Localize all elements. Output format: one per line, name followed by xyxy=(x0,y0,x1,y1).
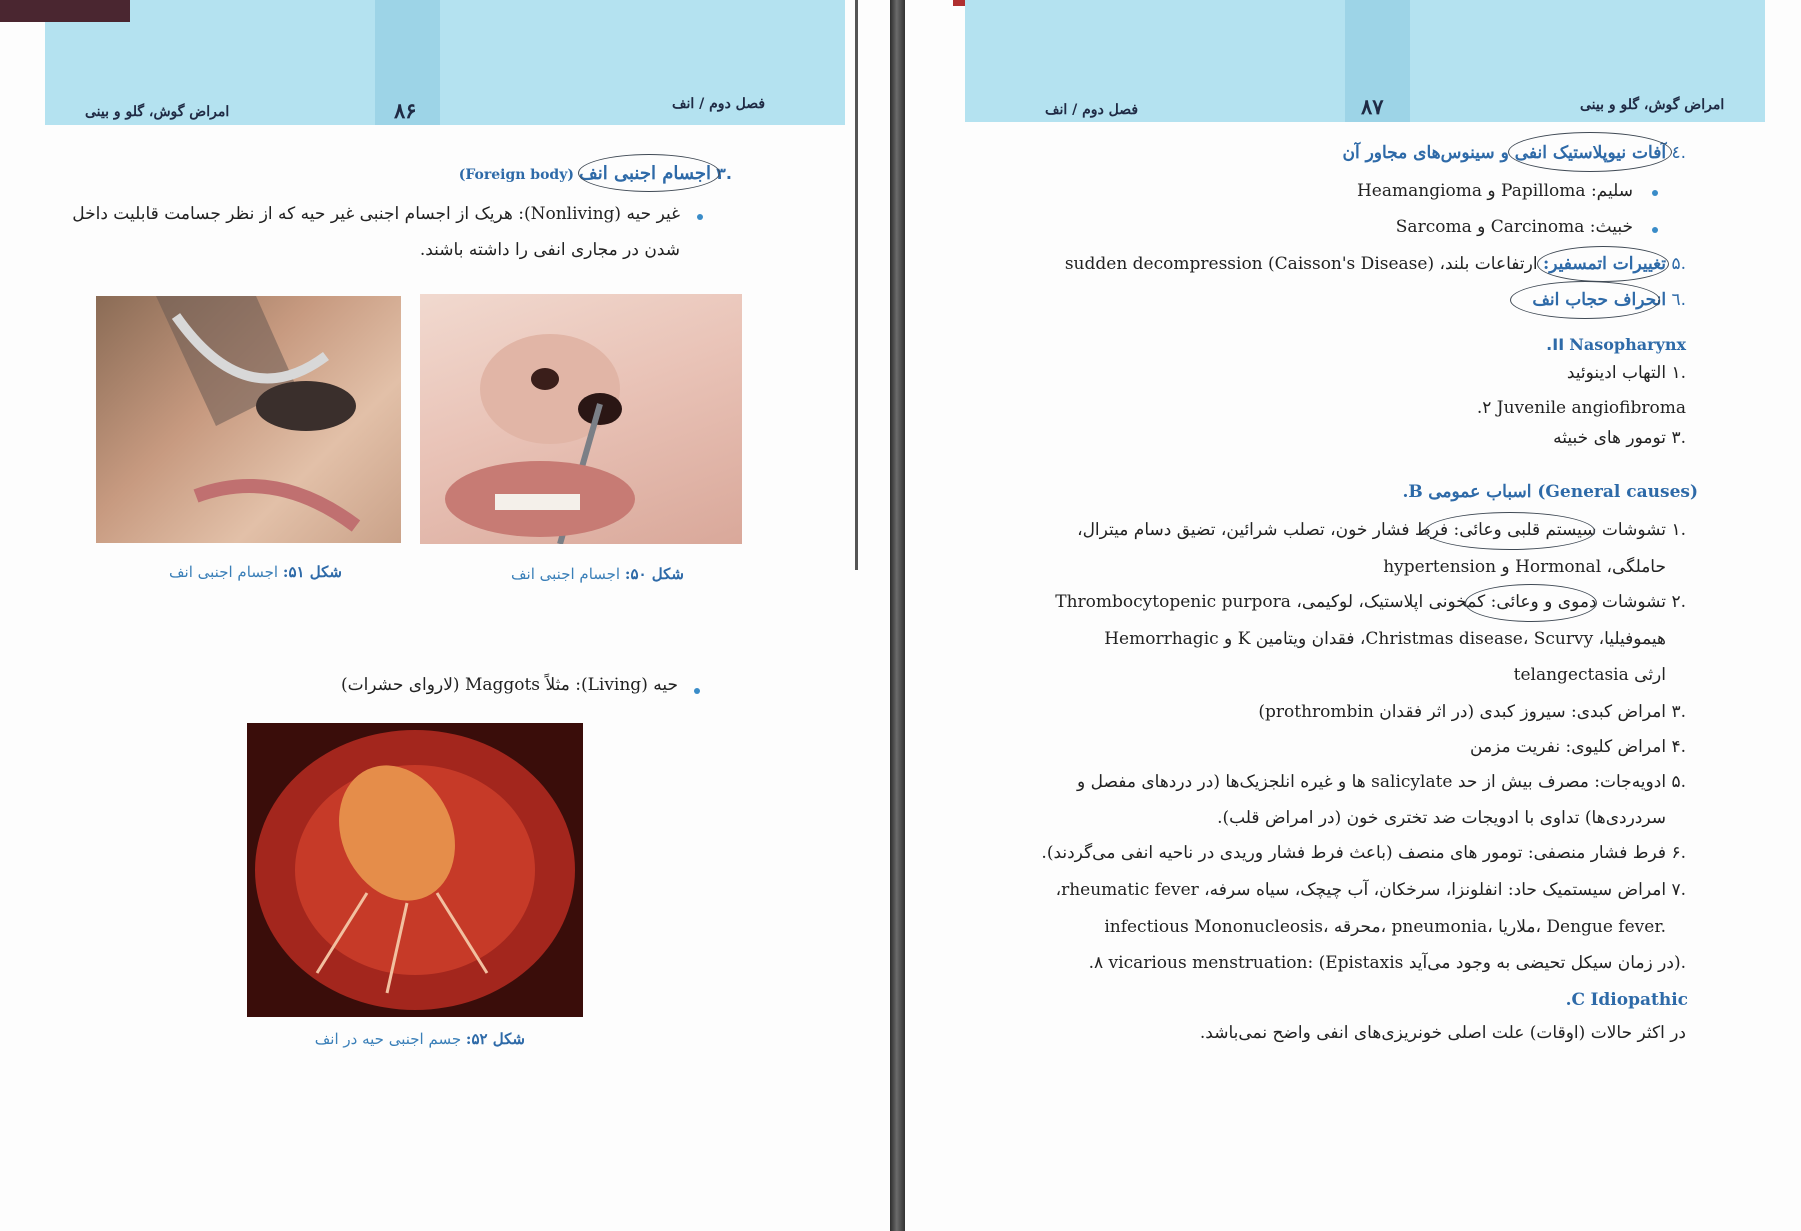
cause-text: امراض کلیوی: نفریت مزمن xyxy=(1470,737,1667,757)
cause-1-line-b: حاملگی، Hormonal و hypertension xyxy=(1383,557,1666,577)
general-causes-heading xyxy=(1403,482,1698,502)
bullet-living xyxy=(694,688,700,694)
item-number: .۲ xyxy=(1476,398,1492,418)
item6-title: انحراف حجاب انف xyxy=(1532,290,1667,310)
figure-52-caption xyxy=(315,1030,525,1048)
cause-text: تشوشات دموی و وعائی: کمخونی اپلاستیک، لوکیمی، Thrombocytopenic purpora xyxy=(1055,592,1667,612)
bullet-nonliving xyxy=(697,214,703,220)
nasopharynx-item-2 xyxy=(1477,398,1686,418)
figure-51-caption xyxy=(169,563,342,581)
item4-number: .٤ xyxy=(1671,143,1686,163)
foreign-body-photo-nose xyxy=(420,294,742,544)
item5-text: ارتفاعات بلند، sudden decompression (Caisson's Disease) xyxy=(1064,254,1538,274)
cause-text: امراض سیستمیک حاد: انفلونزا، سرخکان، آب چیچک، سیاه سرفه، rheumatic fever، xyxy=(1055,880,1667,900)
cause-4-line xyxy=(1470,737,1686,757)
cause-7-line-a xyxy=(1056,880,1686,900)
cause-text: امراض کبدی: سیروز کبدی (در اثر فقدان prothrombin) xyxy=(1258,702,1667,722)
nasopharynx-number: .II xyxy=(1546,335,1565,354)
figure-50-label: شکل ۵۰: xyxy=(624,565,684,583)
left-page-edge xyxy=(855,0,858,570)
general-causes-number: .B xyxy=(1402,482,1423,502)
left-corner-mark xyxy=(0,0,130,22)
maggot-endoscopy-photo xyxy=(247,723,583,1017)
cause-2-line-a xyxy=(1055,592,1686,612)
cause-number: .۵ xyxy=(1671,772,1686,792)
item-number: .۱ xyxy=(1671,363,1686,383)
left-page-number: ۸۶ xyxy=(394,98,417,123)
forceps-illustration xyxy=(96,296,401,543)
cause-number: .۷ xyxy=(1671,880,1686,900)
figure-52-label: شکل ۵۲: xyxy=(465,1030,525,1048)
bullet-benign xyxy=(1652,190,1658,196)
nose-illustration xyxy=(420,294,742,544)
foreign-body-photo-forceps xyxy=(96,296,401,543)
idiopathic-heading xyxy=(1566,990,1688,1010)
nonliving-line1: غیر حیه (Nonliving): هریک از اجسام اجنبی غیر حیه که از نظر جسامت قابلیت داخل xyxy=(72,204,680,224)
item5-line xyxy=(1065,254,1686,274)
cause-text: فرط فشار منصفی: تومور های منصف (باعث فرط فشار وریدی در ناحیه انفی می‌گردند). xyxy=(1041,843,1667,863)
cause-number: .۳ xyxy=(1671,702,1686,722)
nonliving-line2: شدن در مجاری انفی را داشته باشند. xyxy=(419,240,680,260)
item4-title: آفات نیوپلاستیک انفی و سینوس‌های مجاور آن xyxy=(1342,143,1667,163)
cause-text: ادویه‌جات: مصرف بیش از حد salicylate ها و غیره انلجزیک‌ها (در دردهای مفصل و xyxy=(1077,772,1667,792)
item5-number: .۵ xyxy=(1671,254,1686,274)
cause-number: .۸ xyxy=(1088,953,1104,973)
cause-2-line-b: هیموفیلیا، Christmas disease، Scurvy، فقدان ویتامین K و Hemorrhagic xyxy=(1104,629,1666,649)
cause-7-line-b: infectious Mononucleosis، محرقه، pneumonia، ملاریا، Dengue fever. xyxy=(1104,917,1666,937)
cause-5-line-a xyxy=(1077,772,1686,792)
figure-51-text: اجسام اجنبی انف xyxy=(169,563,279,581)
malignant-tumors-line: خبیث: Carcinoma و Sarcoma xyxy=(1395,217,1633,237)
right-page xyxy=(905,0,1801,1231)
cause-number: .۲ xyxy=(1671,592,1686,612)
general-causes-title: اسباب عمومی (General causes) xyxy=(1428,482,1698,502)
item5-title: تغییرات اتمسفیر: xyxy=(1542,254,1667,274)
cause-number: .۴ xyxy=(1671,737,1686,757)
item-number: .۳ xyxy=(1671,428,1686,448)
idiopathic-title: Idiopathic xyxy=(1590,990,1688,1010)
cause-2-line-c: telangectasia ارثی xyxy=(1513,665,1666,685)
figure-52-text: جسم اجنبی حیه در انف xyxy=(314,1030,462,1048)
figure-50-caption xyxy=(511,565,684,583)
nasopharynx-heading xyxy=(1546,335,1686,354)
right-book-title: امراض گوش، گلو و بینی xyxy=(1580,97,1725,113)
left-book-title: امراض گوش، گلو و بینی xyxy=(85,104,230,120)
cause-3-line xyxy=(1258,702,1686,722)
idiopathic-text: در اکثر حالات (اوقات) علت اصلی خونریزی‌های انفی واضح نمی‌باشد. xyxy=(1199,1023,1686,1043)
bullet-malignant xyxy=(1652,227,1658,233)
cause-text: تشوشات سیستم قلبی وعائی: فرط فشار خون، تصلب شرائین، تضیق دسام میترال، xyxy=(1077,520,1667,540)
benign-tumors-line: سلیم: Papilloma و Heamangioma xyxy=(1356,181,1633,201)
figure-51-label: شکل ۵۱: xyxy=(282,563,342,581)
item4-heading xyxy=(1342,143,1686,163)
section3-title: اجسام اجنبی انف xyxy=(579,163,712,184)
nasopharynx-item-1 xyxy=(1567,363,1686,383)
figure-50-text: اجسام اجنبی انف xyxy=(511,565,621,583)
item-text: تومور های خبیثه xyxy=(1553,428,1667,448)
living-line: حیه (Living): مثلاً Maggots (لاروای حشرات) xyxy=(340,675,678,695)
section3-heading xyxy=(459,163,732,184)
item-text: التهاب ادینوئید xyxy=(1566,363,1667,383)
nasopharynx-title: Nasopharynx xyxy=(1569,335,1686,354)
cause-5-line-b: سردردی‌ها) تداوی با ادویجات ضد تختری خون (در امراض قلب). xyxy=(1217,808,1666,828)
cause-8-line xyxy=(1089,953,1686,973)
maggot-illustration xyxy=(247,723,583,1017)
section3-title-en: (Foreign body) xyxy=(458,167,574,183)
cause-number: .۶ xyxy=(1671,843,1686,863)
cause-6-line xyxy=(1041,843,1686,863)
book-spine xyxy=(890,0,905,1231)
idiopathic-number: .C xyxy=(1565,990,1586,1010)
item6-line xyxy=(1532,290,1686,310)
left-page xyxy=(0,0,890,1231)
item6-number: .٦ xyxy=(1671,290,1686,310)
nasopharynx-item-3 xyxy=(1553,428,1686,448)
item-text: Juvenile angiofibroma xyxy=(1496,398,1686,418)
right-chapter-title: فصل دوم / انف xyxy=(1045,102,1139,118)
cause-1-line-a xyxy=(1077,520,1686,540)
left-chapter-title: فصل دوم / انف xyxy=(672,96,766,112)
cause-text: vicarious menstruation: (Epistaxis در زمان سیکل تحیضی به وجود می‌آید). xyxy=(1108,953,1686,973)
section3-number: .۳ xyxy=(716,164,732,183)
right-page-number: ۸۷ xyxy=(1361,94,1384,119)
cause-number: .۱ xyxy=(1671,520,1686,540)
